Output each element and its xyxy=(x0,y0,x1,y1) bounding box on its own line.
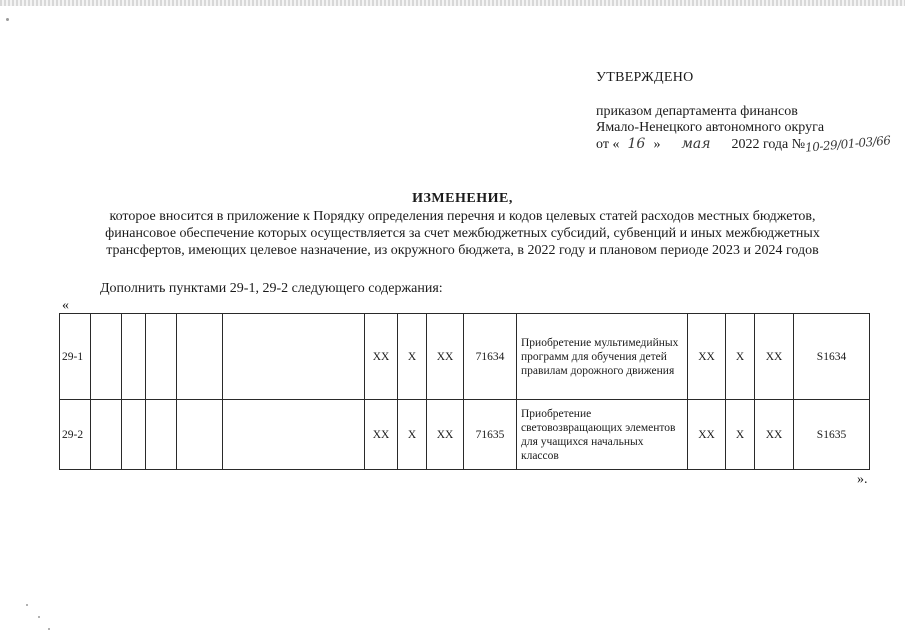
empty-cell xyxy=(223,400,365,470)
quote-open: « xyxy=(62,298,69,313)
amendment-table xyxy=(59,313,870,470)
approval-day: 16 xyxy=(627,136,646,152)
quote-close: ». xyxy=(857,472,868,487)
code-cell: XX xyxy=(365,400,398,470)
code-cell: XX xyxy=(365,314,398,400)
empty-cell xyxy=(91,400,122,470)
code-cell: XX xyxy=(688,314,726,400)
scan-edge xyxy=(0,0,905,6)
table-row xyxy=(60,400,870,470)
approval-year: 2022 года № xyxy=(731,137,806,152)
empty-cell xyxy=(146,314,177,400)
code-cell: XX xyxy=(427,314,464,400)
direction-code: 71634 xyxy=(464,314,517,400)
code-cell: XX xyxy=(755,314,794,400)
description-cell: Приобретение световозвращающих элементов для учащихся начальных классов xyxy=(517,400,688,470)
row-number: 29-1 xyxy=(60,314,91,400)
description-cell: Приобретение мультимедийных программ для обучения детей правилам дорожного движения xyxy=(517,314,688,400)
heading-line-1: которое вносится в приложение к Порядку определения перечня и кодов целевых статей расходов местных бюджетов, xyxy=(109,209,816,224)
empty-cell xyxy=(223,314,365,400)
approval-number: 10-29/01-03/66 xyxy=(804,133,892,155)
empty-cell xyxy=(122,400,146,470)
code-cell: XX xyxy=(688,400,726,470)
approval-from: от xyxy=(596,137,609,152)
approval-block xyxy=(596,70,891,153)
approval-line-2: Ямало-Ненецкого автономного округа xyxy=(596,120,825,135)
intro-text: Дополнить пунктами 29-1, 29-2 следующего содержания: xyxy=(100,281,443,296)
document-heading xyxy=(40,190,885,259)
approved-label: УТВЕРЖДЕНО xyxy=(596,70,694,85)
direction-code-s: S1635 xyxy=(794,400,870,470)
empty-cell xyxy=(177,400,223,470)
code-cell: XX xyxy=(427,400,464,470)
empty-cell xyxy=(146,400,177,470)
scan-speck xyxy=(38,616,40,618)
heading-line-3: трансфертов, имеющих целевое назначение, из окружного бюджета, в 2022 году и плановом периоде 2023 и 2024 годов xyxy=(106,243,819,258)
scan-speck xyxy=(48,628,50,630)
date-quote-close: » xyxy=(653,137,661,152)
code-cell: X xyxy=(726,400,755,470)
empty-cell xyxy=(91,314,122,400)
approval-date-line xyxy=(596,133,892,155)
approval-month: мая xyxy=(681,136,711,152)
code-cell: X xyxy=(398,314,427,400)
scan-speck xyxy=(6,18,9,21)
scan-speck xyxy=(26,604,28,606)
date-quote-open: « xyxy=(612,137,620,152)
code-cell: X xyxy=(398,400,427,470)
row-number: 29-2 xyxy=(60,400,91,470)
code-cell: X xyxy=(726,314,755,400)
code-cell: XX xyxy=(755,400,794,470)
heading-line-2: финансовое обеспечение которых осуществляется за счет межбюджетных субсидий, субвенций и иных межбюджетных xyxy=(105,226,820,241)
empty-cell xyxy=(177,314,223,400)
empty-cell xyxy=(122,314,146,400)
direction-code-s: S1634 xyxy=(794,314,870,400)
table-row xyxy=(60,314,870,400)
direction-code: 71635 xyxy=(464,400,517,470)
approval-line-1: приказом департамента финансов xyxy=(596,104,798,119)
document-title: ИЗМЕНЕНИЕ, xyxy=(412,191,513,206)
